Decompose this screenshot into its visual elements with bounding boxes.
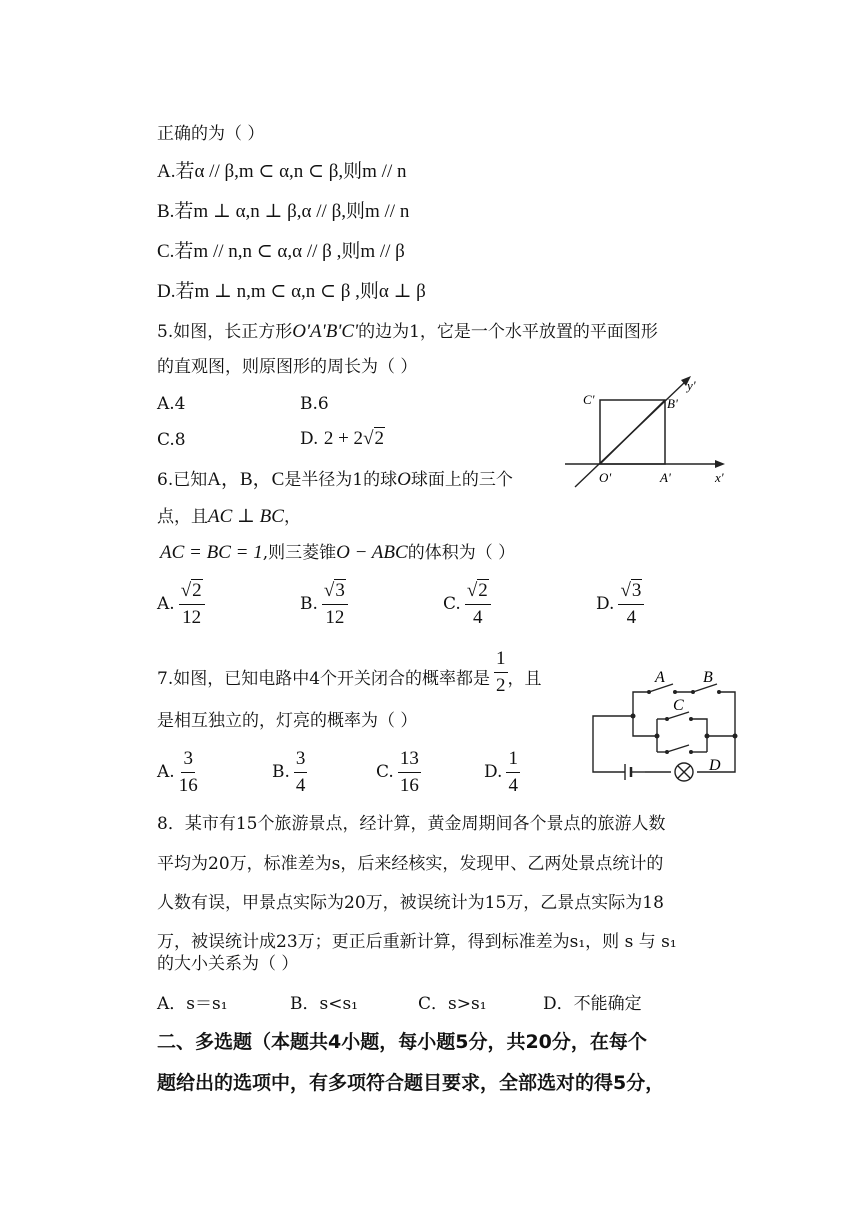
fig5-label-c: C' [583,392,595,407]
q8-option-a: A．s＝s₁ [157,994,228,1014]
circuit-label-d: D [709,757,721,774]
fig5-label-x: x' [715,470,724,485]
q5-line2: 的直观图，则原图形的周长为（ ） [157,357,418,377]
q4-option-a: A.若α // β,m ⊂ α,n ⊂ β,则m // n [157,161,407,182]
q5-option-d: D. 2 + 2√2 [300,428,384,449]
q7-option-c: C. $\frac{13}{16}$ [376,748,419,796]
q8-line1: 8．某市有15个旅游景点，经计算，黄金周期间各个景点的旅游人数 [157,814,666,834]
q6-line1: 6.已知A，B，C是半径为1的球O球面上的三个 [157,469,513,490]
q5-option-c: C.8 [157,430,186,450]
q8-line3: 人数有误，甲景点实际为20万，被误统计为15万，乙景点实际为18 [157,893,664,913]
q5-line1: 5.如图，长正方形O'A'B'C'的边为1，它是一个水平放置的平面图形 [157,321,658,342]
q6-option-a: A. $\frac{√2}{12}$ [157,580,205,629]
q7-option-b: B. $\frac{3}{4}$ [272,748,306,796]
q7-line1: 7.如图，已知电路中4个开关闭合的概率都是 $\frac{1}{2}$ ，且 [157,648,542,696]
q8-line2: 平均为20万，标准差为s，后来经核实，发现甲、乙两处景点统计的 [157,854,664,874]
q7-option-d: D. $\frac{1}{4}$ [484,748,518,796]
q5-shape: O'A'B'C' [292,321,359,342]
q4-tail: 正确的为（ ） [157,124,265,144]
fig5-label-a: A' [660,470,671,485]
q7-circuit-figure [585,662,745,782]
fig5-label-o: O' [599,470,612,485]
q4-option-d: D.若m ⊥ n,m ⊂ α,n ⊂ β ,则α ⊥ β [157,281,426,302]
circuit-label-a: A [655,669,665,686]
q8-option-c: C．s>s₁ [418,994,487,1014]
q4-option-c: C.若m // n,n ⊂ α,α // β ,则m // β [157,241,405,262]
q4-option-b: B.若m ⊥ α,n ⊥ β,α // β,则m // n [157,201,410,222]
q6-option-b: B. $\frac{√3}{12}$ [300,580,348,629]
q8-line4: 万，被误统计成23万；更正后重新计算，得到标准差为s₁，则 s 与 s₁ [157,932,677,952]
q6-line2: 点，且AC ⊥ BC， [157,506,301,527]
q8-option-d: D．不能确定 [543,994,642,1014]
fig5-label-y: y' [687,378,696,393]
q7-option-a: A. $\frac{3}{16}$ [157,748,198,796]
q8-option-b: B．s<s₁ [290,994,358,1014]
q8-line5: 的大小关系为（ ） [157,954,299,974]
circuit-label-c: C [673,697,684,714]
q5-option-b: B.6 [300,394,329,414]
q6-option-c: C. $\frac{√2}{4}$ [443,580,491,629]
q5-figure [565,372,735,492]
section2-heading-line2: 题给出的选项中，有多项符合题目要求，全部选对的得5分， [157,1072,665,1094]
q6-line3: AC = BC = 1,则三菱锥O − ABC的体积为（ ） [160,542,516,563]
q7-line2: 是相互独立的，灯亮的概率为（ ） [157,711,418,731]
q5-option-a: A.4 [157,394,186,414]
section2-heading-line1: 二、多选题（本题共4小题，每小题5分，共20分，在每个 [157,1031,647,1053]
q6-option-d: D. $\frac{√3}{4}$ [596,580,644,629]
circuit-label-b: B [703,669,713,686]
fig5-label-b: B' [667,396,678,411]
